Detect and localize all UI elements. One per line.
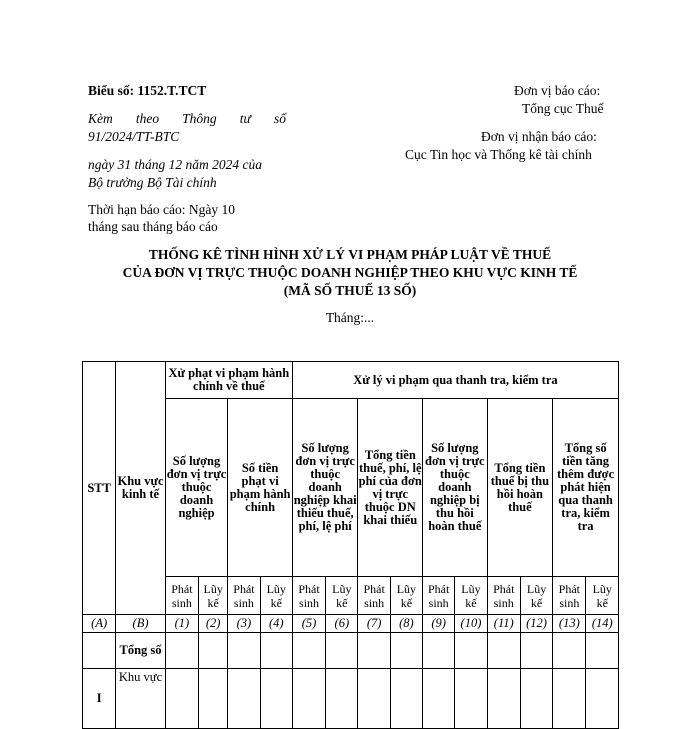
incurred-header: Phát sinh: [165, 577, 198, 615]
row-stt: I: [83, 669, 116, 729]
index-cell: (10): [455, 615, 487, 633]
incurred-header: Phát sinh: [228, 577, 260, 615]
incurred-header: Phát sinh: [487, 577, 520, 615]
index-cell: (3): [228, 615, 260, 633]
group-inspect-header: Xử lý vi phạm qua thanh tra, kiểm tra: [292, 362, 618, 399]
incurred-header: Phát sinh: [423, 577, 455, 615]
row-stt: [83, 633, 116, 669]
index-cell: (5): [292, 615, 325, 633]
accumulated-header: Lũy kế: [390, 577, 422, 615]
index-cell: (11): [487, 615, 520, 633]
receiver-value: Cục Tin học và Thống kê tài chính: [405, 147, 592, 162]
index-cell: (6): [326, 615, 358, 633]
index-cell: (B): [116, 615, 165, 633]
date-line-1: ngày 31 tháng 12 năm 2024 của: [88, 157, 262, 172]
deadline-line-2: tháng sau tháng báo cáo: [88, 219, 218, 234]
col-stt-header: STT: [83, 362, 116, 615]
col-region-header: Khu vực kinh tế: [116, 362, 165, 615]
index-cell: (8): [390, 615, 422, 633]
incurred-header: Phát sinh: [553, 577, 586, 615]
index-cell: (2): [199, 615, 228, 633]
index-cell: (13): [553, 615, 586, 633]
accumulated-header: Lũy kế: [199, 577, 228, 615]
attach-line-2: 91/2024/TT-BTC: [88, 129, 180, 144]
statistics-table: [82, 361, 619, 729]
sub-header-4: Tổng tiền thuế, phí, lệ phí của đơn vị trực thuộc DN khai thiếu: [358, 399, 423, 577]
sub-header-7: Tổng số tiền tăng thêm được phát hiện qua thanh tra, kiểm tra: [553, 399, 619, 577]
reporter-value: Tổng cục Thuế: [522, 101, 604, 116]
index-cell: (A): [83, 615, 116, 633]
sub-header-6: Tổng tiền thuế bị thu hồi hoàn thuế: [487, 399, 553, 577]
accumulated-header: Lũy kế: [260, 577, 292, 615]
accumulated-header: Lũy kế: [455, 577, 487, 615]
group-admin-header: Xử phạt vi phạm hành chính về thuế: [165, 362, 292, 399]
table-row: [83, 633, 619, 669]
date-line-2: Bộ trưởng Bộ Tài chính: [88, 175, 217, 190]
title-line-1: THỐNG KÊ TÌNH HÌNH XỬ LÝ VI PHẠM PHÁP LUẬT VỀ THUẾ: [148, 247, 552, 262]
attach-line-1: Kèm theo Thông tư số: [88, 111, 286, 126]
index-cell: (7): [358, 615, 390, 633]
deadline-line-1: Thời hạn báo cáo: Ngày 10: [88, 202, 235, 217]
accumulated-header: Lũy kế: [520, 577, 552, 615]
accumulated-header: Lũy kế: [326, 577, 358, 615]
index-cell: (1): [165, 615, 198, 633]
row-region: Tổng số: [116, 633, 165, 669]
table-row: [83, 669, 619, 729]
incurred-header: Phát sinh: [358, 577, 390, 615]
accumulated-header: Lũy kế: [586, 577, 619, 615]
sub-header-2: Số tiền phạt vi phạm hành chính: [228, 399, 293, 577]
index-cell: (12): [520, 615, 552, 633]
receiver-label: Đơn vị nhận báo cáo:: [481, 129, 597, 144]
index-cell: (4): [260, 615, 292, 633]
row-region: Khu vực: [116, 669, 165, 729]
title-line-2: CỦA ĐƠN VỊ TRỰC THUỘC DOANH NGHIỆP THEO KHU VỰC KINH TẾ: [122, 265, 578, 280]
sub-header-5: Số lượng đơn vị trực thuộc doanh nghiệp bị thu hồi hoàn thuế: [423, 399, 488, 577]
sub-header-1: Số lượng đơn vị trực thuộc doanh nghiệp: [165, 399, 228, 577]
index-cell: (14): [586, 615, 619, 633]
index-cell: (9): [423, 615, 455, 633]
incurred-header: Phát sinh: [292, 577, 325, 615]
title-line-3: (MÃ SỐ THUẾ 13 SỐ): [283, 283, 417, 298]
reporter-label: Đơn vị báo cáo:: [514, 83, 601, 98]
report-month: Tháng:...: [325, 310, 375, 325]
form-number: Biểu số: 1152.T.TCT: [88, 83, 207, 98]
sub-header-3: Số lượng đơn vị trực thuộc doanh nghiệp khai thiếu thuế, phí, lệ phí: [292, 399, 358, 577]
